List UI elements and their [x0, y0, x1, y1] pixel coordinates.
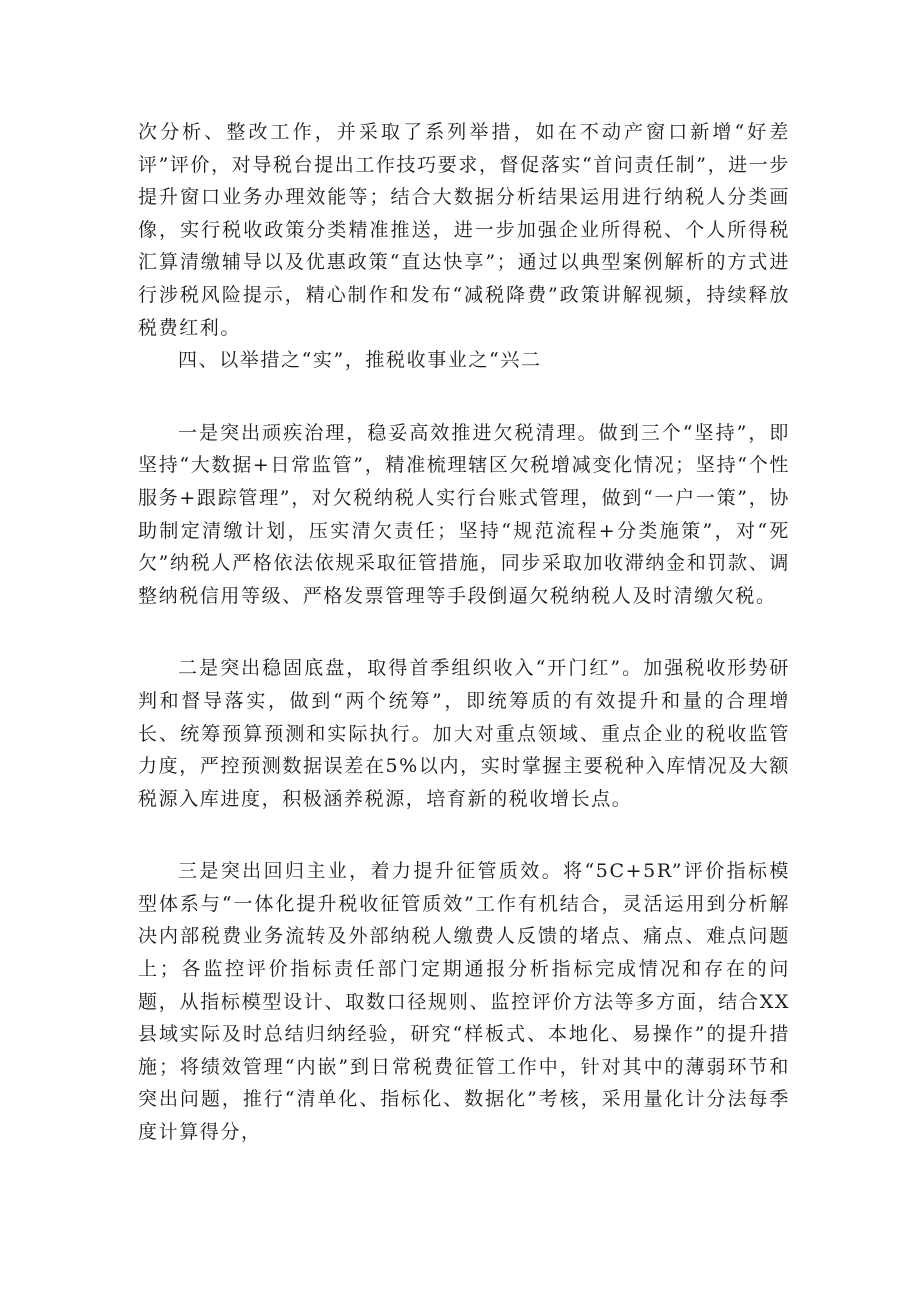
paragraph-second: 二是突出稳固底盘，取得首季组织收入“开门红”。加强税收形势研判和督导落实，做到“两个统筹”，即统筹质的有效提升和量的合理增长、统筹预算预测和实际执行。加大对重点领域、重点企业的税收监管力度，严控预测数据误差在5%以内，实时掌握主要税种入库情况及大额税源入库进度，积极涵养税源，培育新的税收增长点。	[138, 657, 790, 810]
paragraph-continued: 次分析、整改工作，并采取了系列举措，如在不动产窗口新增“好差评”评价，对导税台提出工作技巧要求，督促落实“首问责任制”，进一步提升窗口业务办理效能等；结合大数据分析结果运用进行纳税人分类画像，实行税收政策分类精准推送，进一步加强企业所得税、个人所得税汇算清缴辅导以及优惠政策“直达快享”；通过以典型案例解析的方式进行涉税风险提示，精心制作和发布“减税降费”政策讲解视频，持续释放税费红利。	[138, 121, 790, 339]
paragraph-third: 三是突出回归主业，着力提升征管质效。将“5C+5R”评价指标模型体系与“一体化提升税收征管质效”工作有机结合，灵活运用到分析解决内部税费业务流转及外部纳税人缴费人反馈的堵点、痛点、难点问题上；各监控评价指标责任部门定期通报分析指标完成情况和存在的问题，从指标模型设计、取数口径规则、监控评价方法等多方面，结合XX县域实际及时总结归纳经验，研究“样板式、本地化、易操作”的提升措施；将绩效管理“内嵌”到日常税费征管工作中，针对其中的薄弱环节和突出问题，推行“清单化、指标化、数据化”考核，采用量化计分法每季度计算得分，	[138, 860, 790, 1144]
section-heading: 四、以举措之“实”，推税收事业之“兴二	[178, 349, 542, 372]
document-body	[138, 116, 790, 1149]
paragraph-first: 一是突出顽疾治理，稳妥高效推进欠税清理。做到三个“坚持”，即坚持“大数据+日常监管”，精准梳理辖区欠税增减变化情况；坚持“个性服务+跟踪管理”，对欠税纳税人实行台账式管理，做到“一户一策”，协助制定清缴计划，压实清欠责任；坚持“规范流程+分类施策”，对“死欠”纳税人严格依法依规采取征管措施，同步采取加收滞纳金和罚款、调整纳税信用等级、严格发票管理等手段倒逼欠税纳税人及时清缴欠税。	[138, 421, 790, 607]
